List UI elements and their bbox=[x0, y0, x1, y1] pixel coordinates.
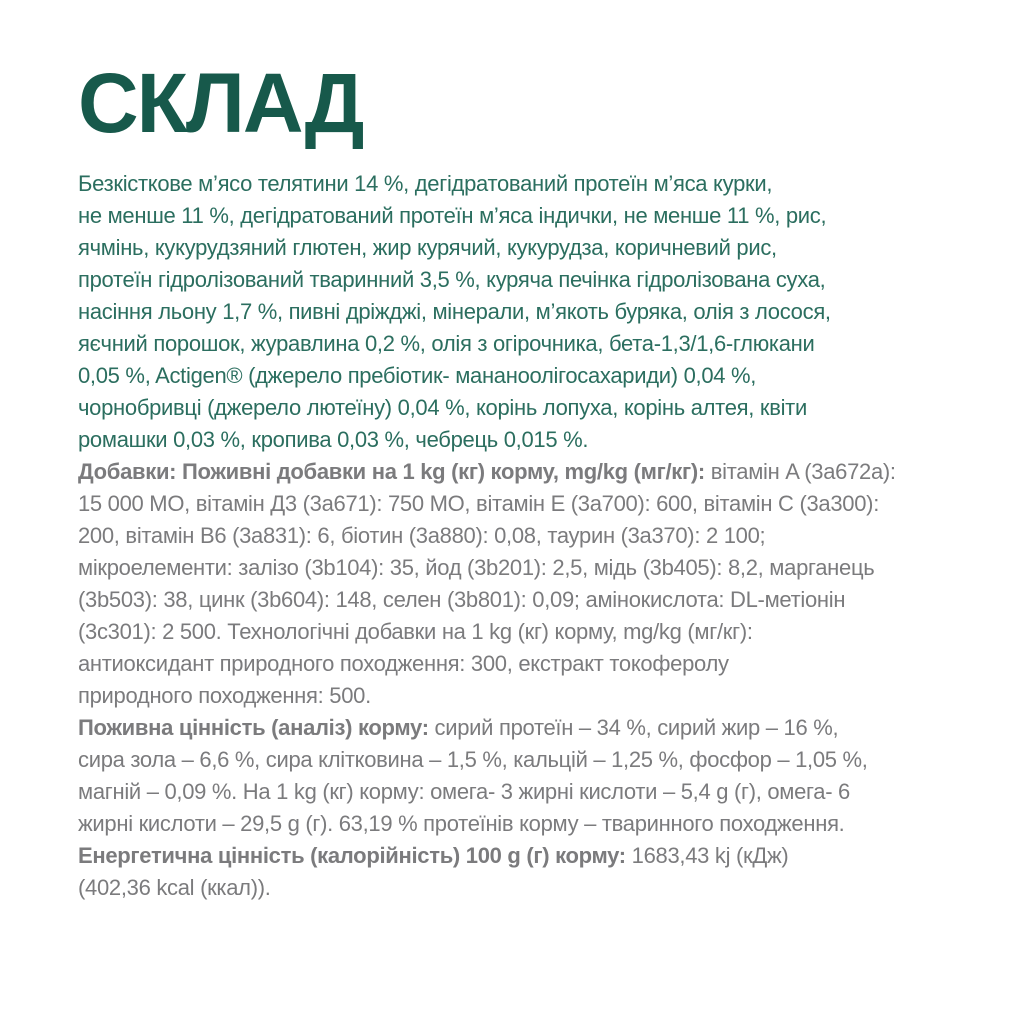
text-line bbox=[78, 808, 1004, 840]
body-text: 200, вітамін B6 (3a831): 6, біотин (3a880): 0,08, таурин (3a370): 2 100; bbox=[78, 523, 766, 548]
body-text: сира зола – 6,6 %, сира клітковина – 1,5 %, кальцій – 1,25 %, фосфор – 1,05 %, bbox=[78, 747, 868, 772]
text-line bbox=[78, 872, 1004, 904]
body-text: мікроелементи: залізо (3b104): 35, йод (3b201): 2,5, мідь (3b405): 8,2, марганець bbox=[78, 555, 875, 580]
text-line bbox=[78, 744, 1004, 776]
body-text: ромашки 0,03 %, кропива 0,03 %, чебрець 0,015 %. bbox=[78, 427, 589, 452]
text-line bbox=[78, 200, 1004, 232]
body-text: насіння льону 1,7 %, пивні дріжджі, мінерали, м’якоть буряка, олія з лосося, bbox=[78, 299, 831, 324]
text-line bbox=[78, 456, 1004, 488]
body-text: 1683,43 kj (кДж) bbox=[625, 843, 789, 868]
text-line bbox=[78, 552, 1004, 584]
body-text: сирий протеїн – 34 %, сирий жир – 16 %, bbox=[428, 715, 839, 740]
text-line bbox=[78, 584, 1004, 616]
text-line bbox=[78, 296, 1004, 328]
text-line bbox=[78, 488, 1004, 520]
lead-in-bold-text: Поживна цінність (аналіз) корму: bbox=[78, 715, 429, 740]
body-text: вітамін A (3a672a): bbox=[704, 459, 896, 484]
body-text: протеїн гідролізований тваринний 3,5 %, куряча печінка гідролізована суха, bbox=[78, 267, 826, 292]
section-energy bbox=[78, 840, 1004, 904]
text-line bbox=[78, 520, 1004, 552]
text-line bbox=[78, 840, 1004, 872]
section-additives bbox=[78, 456, 1004, 712]
body-text: природного походження: 500. bbox=[78, 683, 371, 708]
body-text: жирні кислоти – 29,5 g (г). 63,19 % протеїнів корму – тваринного походження. bbox=[78, 811, 845, 836]
text-line bbox=[78, 232, 1004, 264]
body-text: магній – 0,09 %. На 1 kg (кг) корму: омега- 3 жирні кислоти – 5,4 g (г), омега- 6 bbox=[78, 779, 850, 804]
section-composition bbox=[78, 168, 1004, 456]
lead-in-bold-text: Енергетична цінність (калорійність) 100 g (г) корму: bbox=[78, 843, 626, 868]
body-text: яєчний порошок, журавлина 0,2 %, олія з огірочника, бета-1,3/1,6-глюкани bbox=[78, 331, 815, 356]
body-text: ячмінь, кукурудзяний глютен, жир курячий, кукурудза, коричневий рис, bbox=[78, 235, 777, 260]
body-text: чорнобривці (джерело лютеїну) 0,04 %, корінь лопуха, корінь алтея, квіти bbox=[78, 395, 807, 420]
text-line bbox=[78, 424, 1004, 456]
text-line bbox=[78, 616, 1004, 648]
body-text: (3b503): 38, цинк (3b604): 148, селен (3b801): 0,09; амінокислота: DL-метіонін bbox=[78, 587, 846, 612]
text-line bbox=[78, 648, 1004, 680]
body-text: Безкісткове м’ясо телятини 14 %, дегідратований протеїн м’яса курки, bbox=[78, 171, 773, 196]
body-text: 15 000 МО, вітамін Д3 (3a671): 750 МО, вітамін E (3a700): 600, вітамін C (3a300): bbox=[78, 491, 880, 516]
body-text: (402,36 kcal (ккал)). bbox=[78, 875, 271, 900]
text-line bbox=[78, 712, 1004, 744]
text-line bbox=[78, 392, 1004, 424]
label-body bbox=[78, 168, 1004, 904]
text-line bbox=[78, 168, 1004, 200]
text-line bbox=[78, 264, 1004, 296]
body-text: не менше 11 %, дегідратований протеїн м’яса індички, не менше 11 %, рис, bbox=[78, 203, 827, 228]
body-text: 0,05 %, Actigen® (джерело пребіотик- мананоолігосахариди) 0,04 %, bbox=[78, 363, 757, 388]
body-text: (3c301): 2 500. Технологічні добавки на 1 kg (кг) корму, mg/kg (мг/кг): bbox=[78, 619, 753, 644]
text-line bbox=[78, 328, 1004, 360]
text-line bbox=[78, 360, 1004, 392]
body-text: антиоксидант природного походження: 300, екстракт токоферолу bbox=[78, 651, 729, 676]
page-title: СКЛАД bbox=[78, 56, 363, 150]
text-line bbox=[78, 680, 1004, 712]
lead-in-bold-text: Добавки: Поживні добавки на 1 kg (кг) корму, mg/kg (мг/кг): bbox=[78, 459, 705, 484]
text-line bbox=[78, 776, 1004, 808]
section-nutrition bbox=[78, 712, 1004, 840]
